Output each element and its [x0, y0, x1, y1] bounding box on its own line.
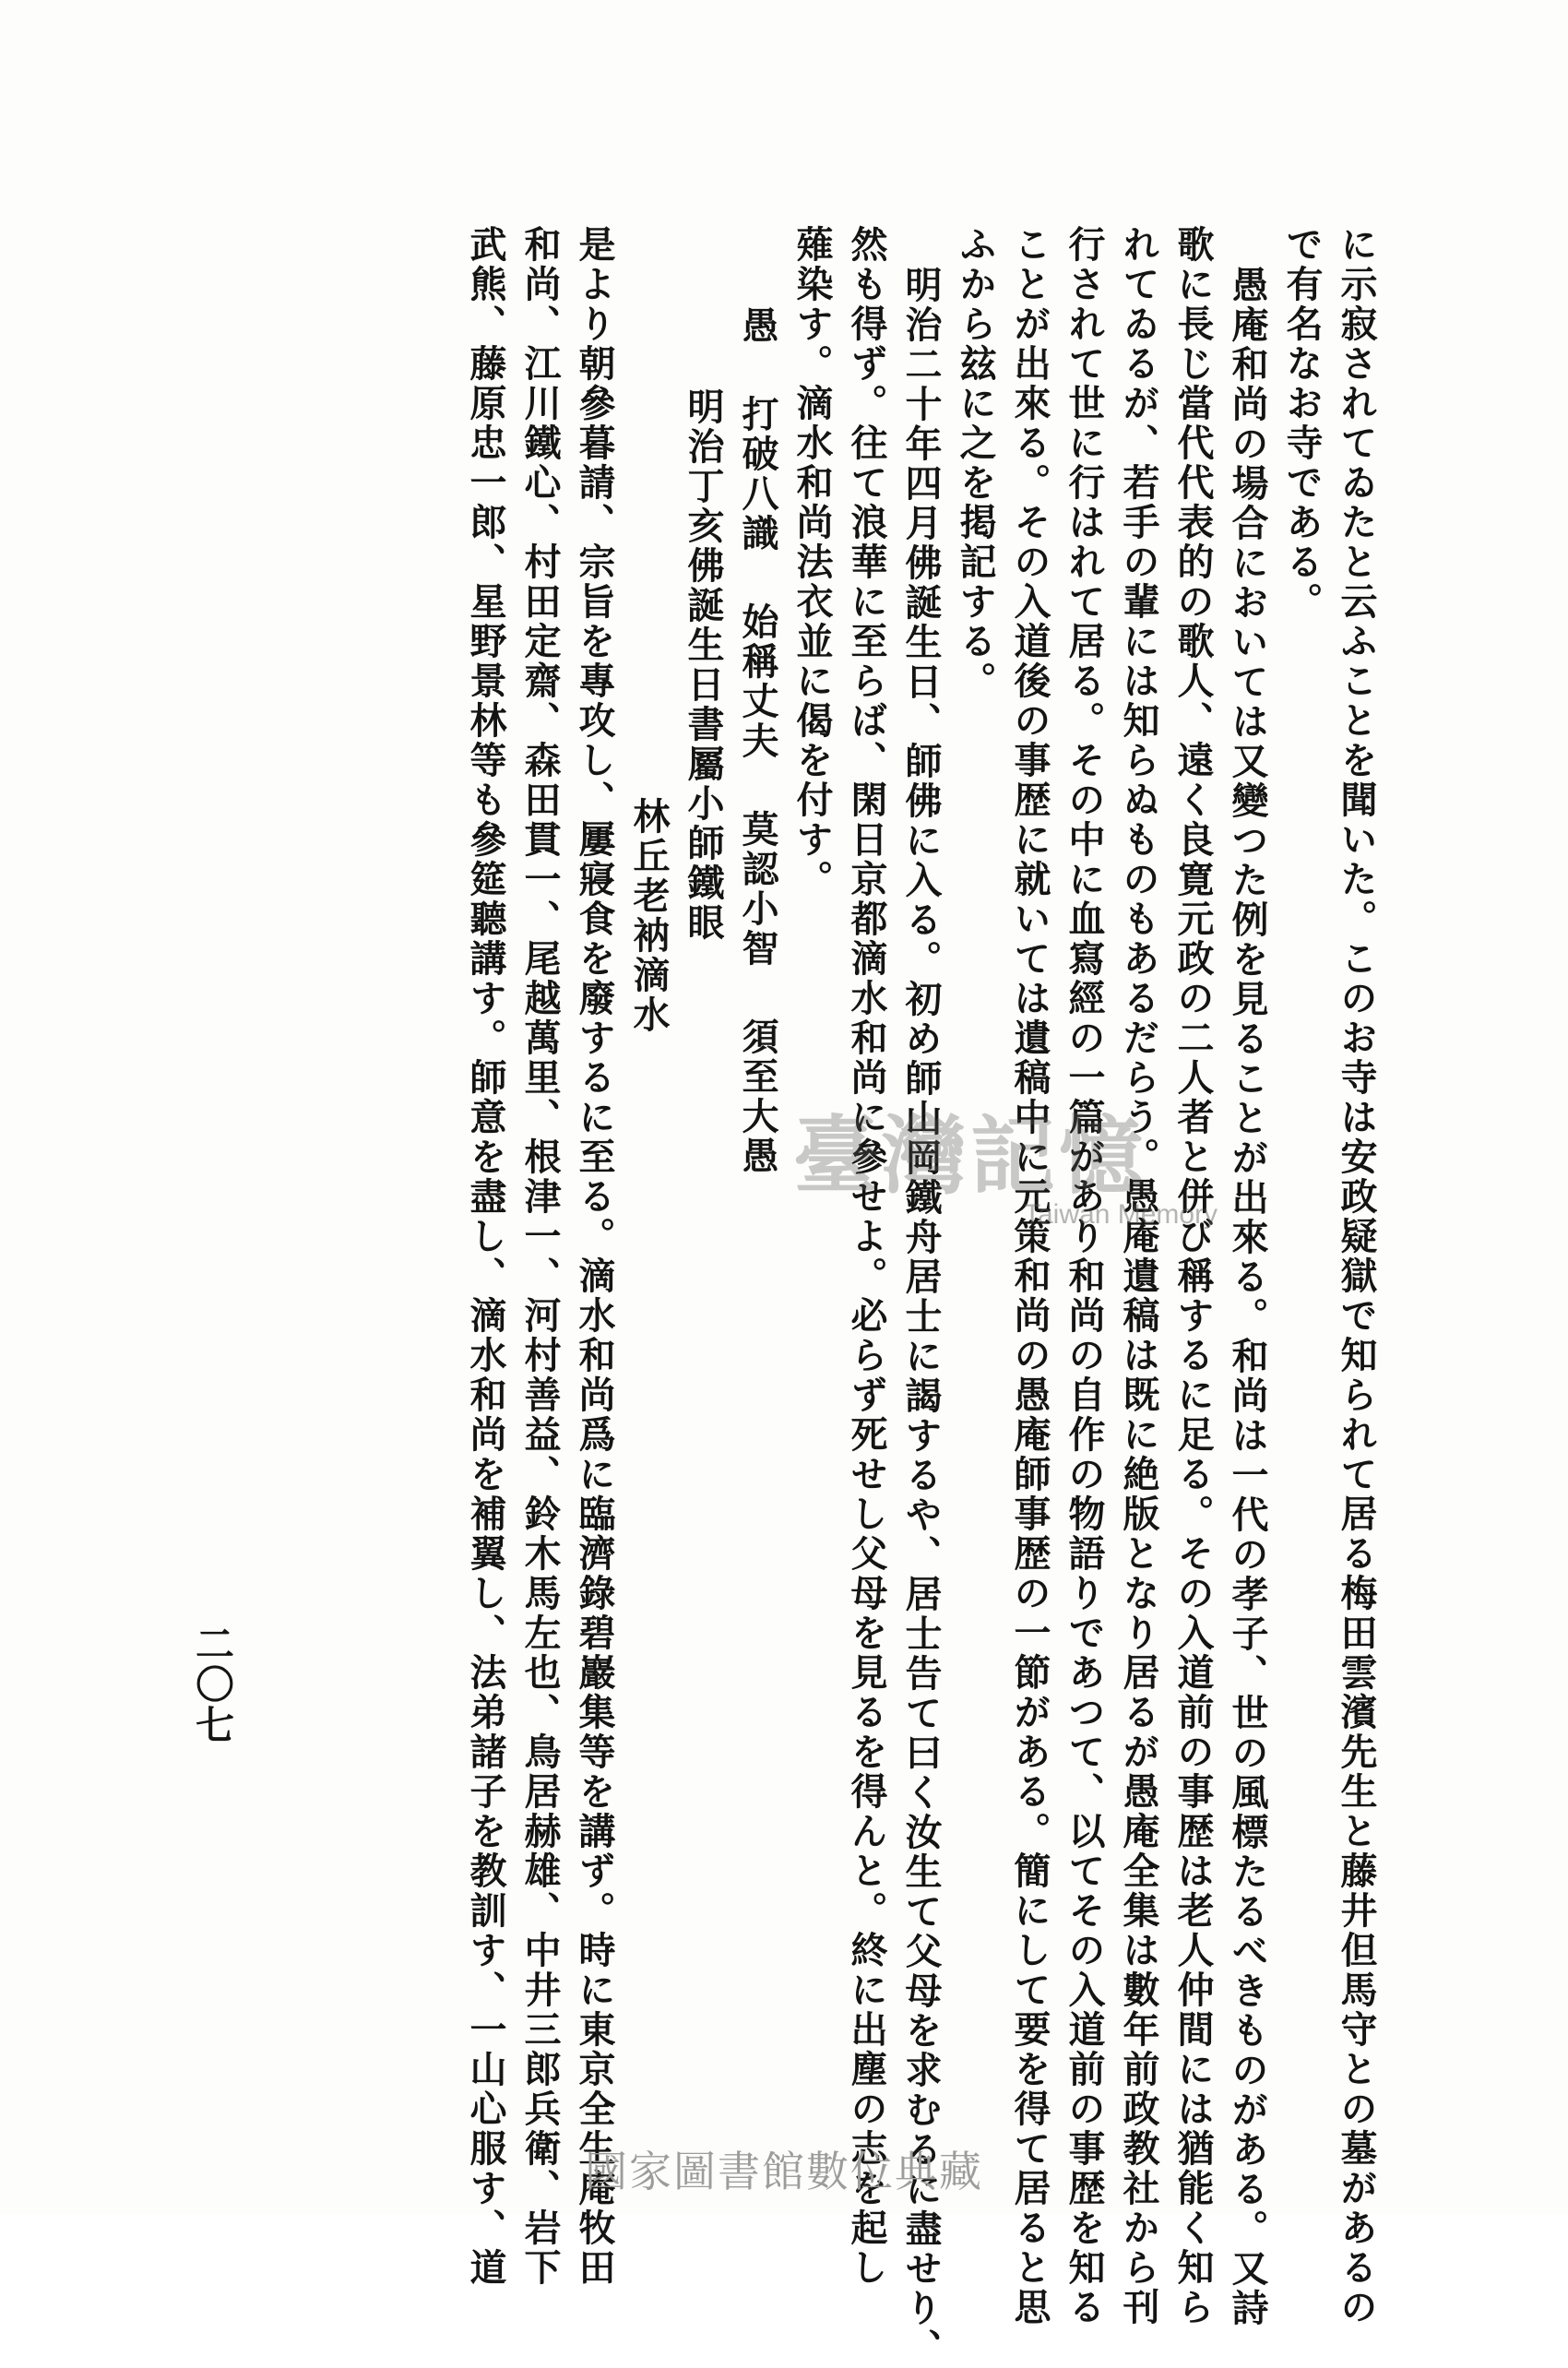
text-line-9: 明治二十年四月佛誕生日、師佛に入る。初め師山岡鐵舟居士に謁するや、居士告て曰く汝生て父母を求むるに盡せり、 — [899, 266, 943, 2368]
text-line-14: 武熊、藤原忠一郎、星野景林等も參筵聽講す。師意を盡し、滴水和尚を補翼し、法弟諸子を教訓す、一山心服す、道 — [464, 225, 507, 2288]
text-line-5: れてゐるが、若手の輩には知らぬものもあるだらう。愚庵遺稿は既に絶版となり居るが愚庵全集は數年前政教社から刊 — [1117, 225, 1160, 2327]
inscription-line: 明治丁亥佛誕生日書屬小師鐵眼 — [682, 387, 725, 943]
signature-line: 林丘老衲滴水 — [627, 797, 671, 1035]
poem-segment-3: 始稱丈夫 — [736, 601, 779, 761]
text-line-1: に示寂されてゐたと云ふことを聞いた。このお寺は安政疑獄で知られて居る梅田雲濱先生と藤井但馬守との墓があるの — [1335, 225, 1378, 2327]
poem-segment-2: 打破八識 — [736, 394, 779, 553]
watermark-logo: 臺灣記憶 — [793, 1106, 1148, 1206]
watermark-logo-subtitle: Taiwan Memory — [1024, 1199, 1218, 1230]
text-line-6: 行されて世に行はれて居る。その中に血寫經の一篇があり和尚の自作の物語りであつて、以てその入道前の事歴を知る — [1063, 225, 1106, 2327]
poem-line — [731, 225, 785, 1904]
text-line-11: 薙染す。滴水和尚法衣並に偈を付す。 — [790, 225, 834, 899]
text-line-8: ふから玆に之を掲記する。 — [954, 225, 997, 701]
text-line-3: 愚庵和尚の場合においては又變つた例を見ることが出來る。和尚は一代の孝子、世の風標たるべきものがある。又詩 — [1226, 266, 1269, 2328]
page-number: 二〇七 — [190, 1624, 235, 1745]
text-line-10: 然も得ず。往て浪華に至らば、閑日京都滴水和尚に參せよ。必らず死せし父母を見るを得んと。終に出塵の志を起し — [845, 225, 888, 2288]
poem-segment-4: 莫認小智 — [736, 809, 779, 969]
text-line-4: 歌に長じ當代代表的の歌人、遠く良寛元政の二人者と併び稱するに足る。その入道前の事歴は老人仲間には猶能く知ら — [1171, 225, 1215, 2327]
text-line-7: ことが出來る。その入道後の事歴に就いては遺稿中に元策和尚の愚庵師事歴の一節がある。簡にして要を得て居ると思 — [1008, 225, 1051, 2327]
poem-segment-5: 須至大愚 — [736, 1017, 779, 1176]
text-line-13: 和尚、江川鐵心、村田定齋、森田貫一、尾越萬里、根津一、河村善益、鈴木馬左也、鳥居赫雄、中井三郎兵衛、岩下 — [518, 225, 562, 2288]
text-line-2: で有名なお寺である。 — [1280, 225, 1324, 622]
footer-archive-label: 國家圖書館數位典藏 — [585, 2147, 983, 2196]
text-line-12: 是より朝參暮請、宗旨を專攻し、屢寢食を廢するに至る。滴水和尚爲に臨濟錄碧巖集等を講ず。時に東京全生庵牧田 — [573, 225, 616, 2288]
poem-segment-1: 愚 — [736, 306, 779, 346]
